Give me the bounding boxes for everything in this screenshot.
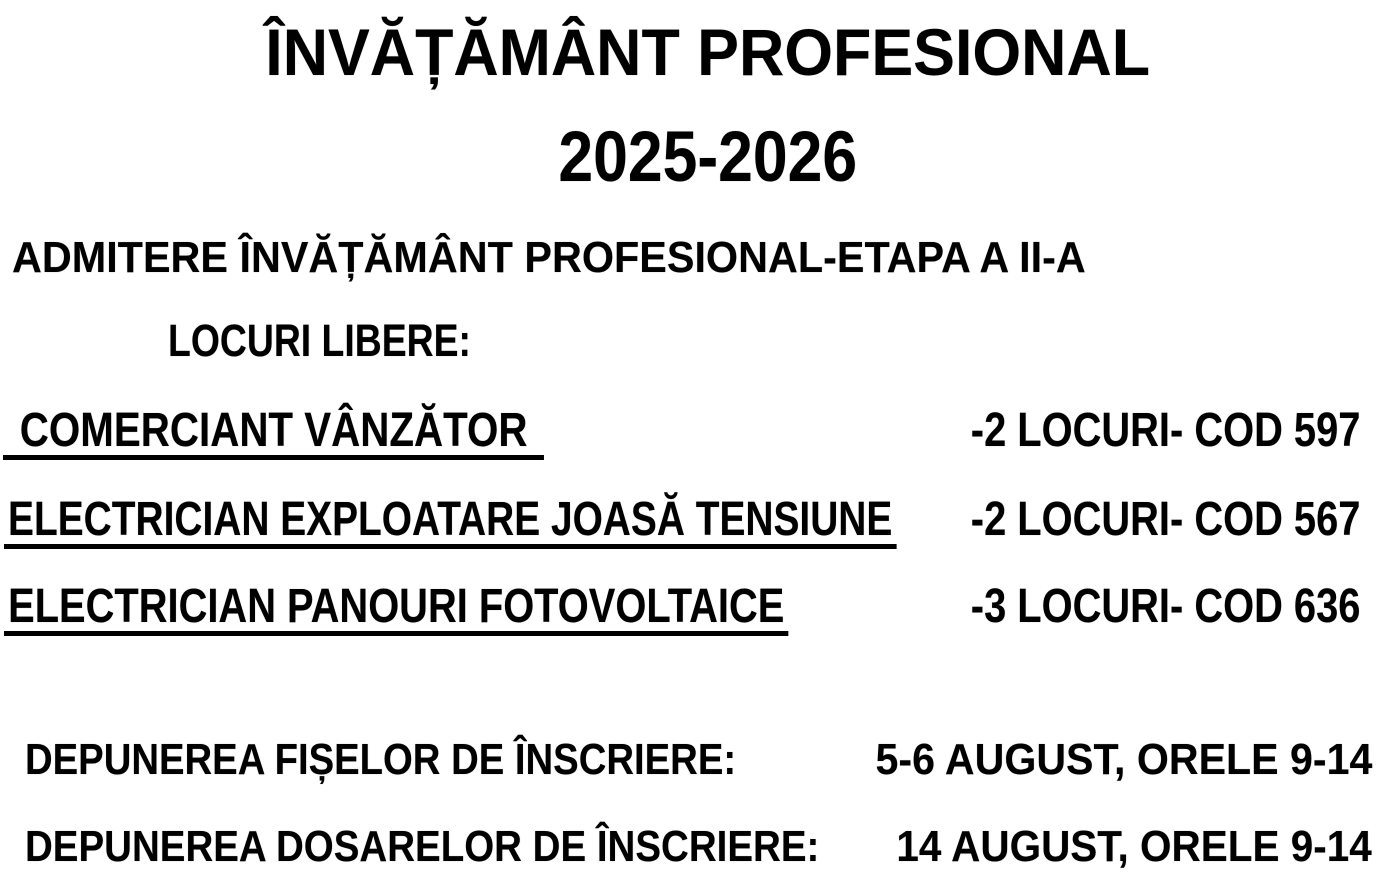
admission-heading-line — [12, 233, 1154, 282]
free-seats-subheading-line — [168, 315, 533, 366]
schedule-row — [0, 735, 1385, 798]
schedule-dates: 14 AUGUST, ORELE 9-14 — [896, 822, 1372, 871]
free-seats-subheading: LOCURI LIBERE: — [168, 315, 471, 366]
schedule-label: DEPUNEREA DOSARELOR DE ÎNSCRIERE: — [25, 822, 820, 871]
program-seats: -3 LOCURI- COD 636 — [970, 580, 1360, 633]
program-name: ELECTRICIAN PANOURI FOTOVOLTAICE — [4, 583, 788, 636]
program-row — [0, 404, 1385, 467]
admission-heading: ADMITERE ÎNVĂȚĂMÂNT PROFESIONAL-ETAPA A II-A — [12, 233, 1086, 282]
school-year: 2025-2026 — [558, 118, 857, 197]
title-line — [30, 15, 1385, 89]
page-title: ÎNVĂȚĂMÂNT PROFESIONAL — [265, 15, 1150, 89]
schedule-row — [0, 822, 1385, 877]
program-row — [0, 493, 1385, 556]
program-seats: -2 LOCURI- COD 597 — [970, 404, 1360, 457]
schedule-label: DEPUNEREA FIȘELOR DE ÎNSCRIERE: — [25, 735, 737, 784]
program-seats: -2 LOCURI- COD 567 — [970, 493, 1360, 546]
program-name: COMERCIANT VÂNZĂTOR — [3, 407, 544, 460]
school-year-line — [30, 118, 1385, 197]
program-row — [0, 580, 1385, 643]
program-name: ELECTRICIAN EXPLOATARE JOASĂ TENSIUNE — [4, 496, 896, 549]
schedule-dates: 5-6 AUGUST, ORELE 9-14 — [875, 735, 1372, 784]
